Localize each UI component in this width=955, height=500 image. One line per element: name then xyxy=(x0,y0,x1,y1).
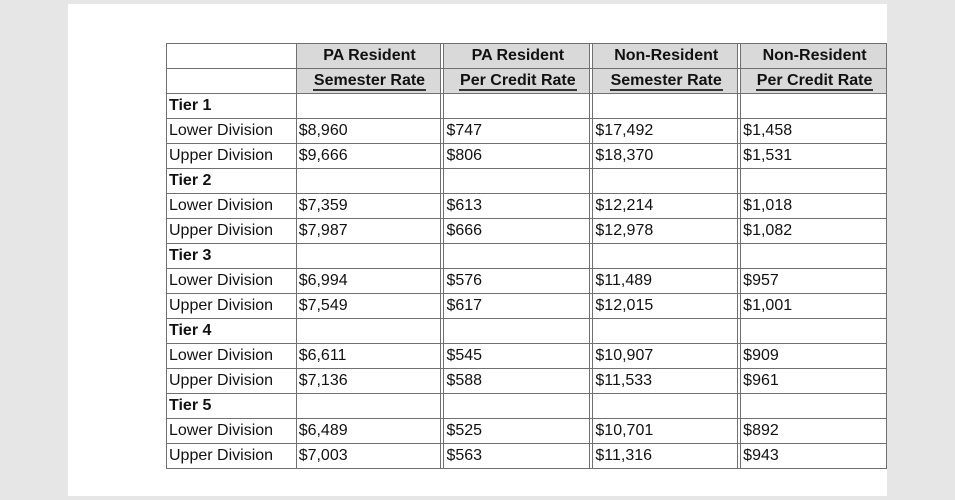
empty-cell xyxy=(593,94,738,119)
pa-semester-rate: $6,489 xyxy=(296,419,441,444)
tier-label: Tier 2 xyxy=(167,169,297,194)
nonres-credit-rate: $957 xyxy=(741,269,887,294)
empty-cell xyxy=(444,319,590,344)
division-label: Upper Division xyxy=(167,444,297,469)
nonres-credit-rate: $892 xyxy=(741,419,887,444)
pa-credit-rate: $747 xyxy=(444,119,590,144)
empty-cell xyxy=(741,394,887,419)
division-label: Upper Division xyxy=(167,219,297,244)
pa-semester-rate: $7,136 xyxy=(296,369,441,394)
nonres-semester-rate: $12,015 xyxy=(593,294,738,319)
header-row-2 xyxy=(167,69,887,94)
division-label: Upper Division xyxy=(167,294,297,319)
pa-semester-rate: $7,003 xyxy=(296,444,441,469)
nonres-semester-rate: $11,316 xyxy=(593,444,738,469)
empty-cell xyxy=(593,319,738,344)
tier-row xyxy=(167,394,887,419)
subheader-semester-rate: Semester Rate xyxy=(593,69,738,94)
table-row xyxy=(167,144,887,169)
division-label: Upper Division xyxy=(167,369,297,394)
rates-body xyxy=(167,94,887,469)
empty-cell xyxy=(444,244,590,269)
table-row xyxy=(167,269,887,294)
nonres-semester-rate: $10,907 xyxy=(593,344,738,369)
division-label: Upper Division xyxy=(167,144,297,169)
table-row xyxy=(167,344,887,369)
header-corner xyxy=(167,44,297,69)
empty-cell xyxy=(593,244,738,269)
tier-label: Tier 5 xyxy=(167,394,297,419)
nonres-semester-rate: $11,533 xyxy=(593,369,738,394)
empty-cell xyxy=(444,94,590,119)
division-label: Lower Division xyxy=(167,119,297,144)
table-row xyxy=(167,219,887,244)
nonres-credit-rate: $1,018 xyxy=(741,194,887,219)
nonres-credit-rate: $1,001 xyxy=(741,294,887,319)
header-corner xyxy=(167,69,297,94)
table-row xyxy=(167,194,887,219)
tier-row xyxy=(167,244,887,269)
pa-semester-rate: $7,359 xyxy=(296,194,441,219)
pa-semester-rate: $7,549 xyxy=(296,294,441,319)
header-row-1 xyxy=(167,44,887,69)
subheader-per-credit-rate: Per Credit Rate xyxy=(741,69,887,94)
pa-semester-rate: $6,994 xyxy=(296,269,441,294)
empty-cell xyxy=(296,94,441,119)
pa-credit-rate: $576 xyxy=(444,269,590,294)
nonres-semester-rate: $12,978 xyxy=(593,219,738,244)
nonres-semester-rate: $10,701 xyxy=(593,419,738,444)
empty-cell xyxy=(444,394,590,419)
tuition-rates-table xyxy=(166,43,887,469)
empty-cell xyxy=(444,169,590,194)
pa-credit-rate: $563 xyxy=(444,444,590,469)
tier-label: Tier 1 xyxy=(167,94,297,119)
division-label: Lower Division xyxy=(167,419,297,444)
pa-credit-rate: $806 xyxy=(444,144,590,169)
table-row xyxy=(167,119,887,144)
pa-semester-rate: $8,960 xyxy=(296,119,441,144)
header-non-resident-credit: Non-Resident xyxy=(741,44,887,69)
table-row xyxy=(167,294,887,319)
subheader-per-credit-rate: Per Credit Rate xyxy=(444,69,590,94)
header-pa-resident-credit: PA Resident xyxy=(444,44,590,69)
nonres-semester-rate: $11,489 xyxy=(593,269,738,294)
subheader-semester-rate: Semester Rate xyxy=(296,69,441,94)
tier-row xyxy=(167,94,887,119)
pa-credit-rate: $666 xyxy=(444,219,590,244)
nonres-credit-rate: $909 xyxy=(741,344,887,369)
empty-cell xyxy=(296,394,441,419)
division-label: Lower Division xyxy=(167,194,297,219)
tier-row xyxy=(167,169,887,194)
pa-credit-rate: $613 xyxy=(444,194,590,219)
empty-cell xyxy=(741,94,887,119)
tier-label: Tier 4 xyxy=(167,319,297,344)
empty-cell xyxy=(296,244,441,269)
division-label: Lower Division xyxy=(167,344,297,369)
empty-cell xyxy=(296,319,441,344)
pa-credit-rate: $545 xyxy=(444,344,590,369)
table-row xyxy=(167,444,887,469)
empty-cell xyxy=(593,169,738,194)
pa-semester-rate: $6,611 xyxy=(296,344,441,369)
tier-label: Tier 3 xyxy=(167,244,297,269)
table-row xyxy=(167,369,887,394)
header-non-resident-semester: Non-Resident xyxy=(593,44,738,69)
pa-credit-rate: $617 xyxy=(444,294,590,319)
empty-cell xyxy=(741,319,887,344)
empty-cell xyxy=(593,394,738,419)
nonres-semester-rate: $18,370 xyxy=(593,144,738,169)
pa-semester-rate: $9,666 xyxy=(296,144,441,169)
empty-cell xyxy=(741,169,887,194)
document-page xyxy=(68,4,887,496)
tier-row xyxy=(167,319,887,344)
table-row xyxy=(167,419,887,444)
nonres-semester-rate: $17,492 xyxy=(593,119,738,144)
header-pa-resident-semester: PA Resident xyxy=(296,44,441,69)
empty-cell xyxy=(296,169,441,194)
pa-credit-rate: $525 xyxy=(444,419,590,444)
pa-credit-rate: $588 xyxy=(444,369,590,394)
nonres-credit-rate: $943 xyxy=(741,444,887,469)
empty-cell xyxy=(741,244,887,269)
nonres-credit-rate: $1,458 xyxy=(741,119,887,144)
nonres-credit-rate: $961 xyxy=(741,369,887,394)
pa-semester-rate: $7,987 xyxy=(296,219,441,244)
nonres-credit-rate: $1,531 xyxy=(741,144,887,169)
nonres-credit-rate: $1,082 xyxy=(741,219,887,244)
nonres-semester-rate: $12,214 xyxy=(593,194,738,219)
division-label: Lower Division xyxy=(167,269,297,294)
